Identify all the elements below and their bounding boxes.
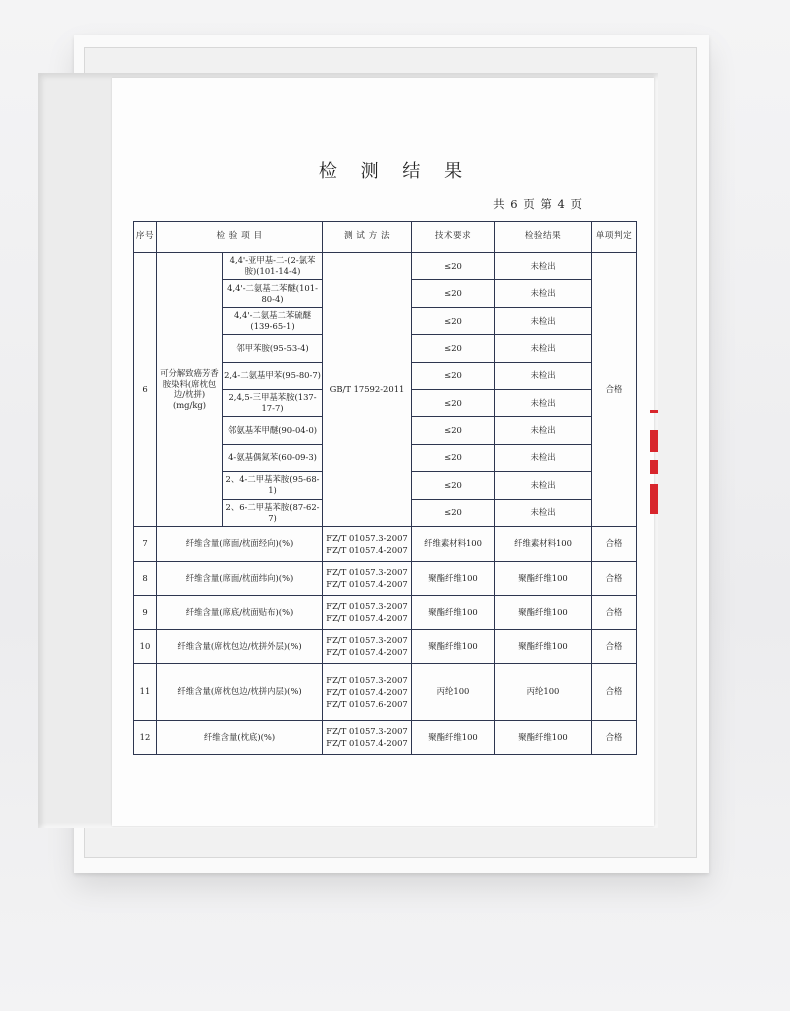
requirement-cell: 聚酯纤维100 bbox=[412, 595, 495, 629]
method-line: FZ/T 01057.3-2007 bbox=[326, 567, 408, 578]
sub-item-name: 2,4,5-三甲基苯胺(137-17-7) bbox=[223, 389, 323, 416]
table-body bbox=[134, 253, 637, 755]
sub-item-name: 4-氨基偶氮苯(60-09-3) bbox=[223, 444, 323, 471]
row-no: 8 bbox=[134, 561, 157, 595]
table-row bbox=[134, 720, 637, 754]
page-info: 共 6 页 第 4 页 bbox=[493, 197, 583, 211]
verdict-cell: 合格 bbox=[592, 720, 637, 754]
test-method bbox=[323, 663, 412, 720]
method-line: FZ/T 01057.3-2007 bbox=[326, 532, 408, 543]
sub-item-name: 4,4'-二氨基二苯硫醚(139-65-1) bbox=[223, 307, 323, 334]
red-stamp-edge bbox=[650, 410, 658, 522]
verdict-cell: 合格 bbox=[592, 595, 637, 629]
result-cell: 聚酯纤维100 bbox=[495, 629, 592, 663]
requirement-cell: ≤20 bbox=[412, 444, 495, 471]
method-line: FZ/T 01057.4-2007 bbox=[326, 647, 408, 658]
verdict-cell: 合格 bbox=[592, 629, 637, 663]
header-item: 检 验 项 目 bbox=[157, 222, 323, 253]
requirement-cell: ≤20 bbox=[412, 253, 495, 280]
test-method bbox=[323, 595, 412, 629]
header-result: 检验结果 bbox=[495, 222, 592, 253]
verdict-cell: 合格 bbox=[592, 561, 637, 595]
table-row bbox=[134, 253, 637, 280]
result-cell: 未检出 bbox=[495, 307, 592, 334]
results-table bbox=[133, 221, 637, 755]
item-name: 纤维含量(席枕包边/枕拼内层)(%) bbox=[157, 663, 323, 720]
result-cell: 未检出 bbox=[495, 280, 592, 307]
method-line: FZ/T 01057.4-2007 bbox=[326, 579, 408, 590]
requirement-cell: ≤20 bbox=[412, 417, 495, 444]
test-method bbox=[323, 629, 412, 663]
sub-item-name: 2、6-二甲基苯胺(87-62-7) bbox=[223, 499, 323, 526]
table-row bbox=[134, 526, 637, 561]
sub-item-name: 邻甲苯胺(95-53-4) bbox=[223, 335, 323, 362]
result-cell: 未检出 bbox=[495, 362, 592, 389]
item-name: 纤维含量(席面/枕面纬向)(%) bbox=[157, 561, 323, 595]
result-cell: 聚酯纤维100 bbox=[495, 595, 592, 629]
verdict-cell: 合格 bbox=[592, 526, 637, 561]
header-requirement: 技术要求 bbox=[412, 222, 495, 253]
row-no: 7 bbox=[134, 526, 157, 561]
sub-item-name: 4,4'-亚甲基-二-(2-氯苯胺)(101-14-4) bbox=[223, 253, 323, 280]
result-cell: 未检出 bbox=[495, 417, 592, 444]
requirement-cell: 丙纶100 bbox=[412, 663, 495, 720]
test-method bbox=[323, 526, 412, 561]
result-cell: 未检出 bbox=[495, 389, 592, 416]
test-method bbox=[323, 720, 412, 754]
method-line: FZ/T 01057.3-2007 bbox=[326, 635, 408, 646]
method-line: FZ/T 01057.3-2007 bbox=[326, 726, 408, 737]
sub-item-name: 4,4'-二氨基二苯醚(101-80-4) bbox=[223, 280, 323, 307]
header-verdict: 单项判定 bbox=[592, 222, 637, 253]
result-cell: 未检出 bbox=[495, 499, 592, 526]
requirement-cell: ≤20 bbox=[412, 307, 495, 334]
result-cell: 未检出 bbox=[495, 444, 592, 471]
header-no: 序号 bbox=[134, 222, 157, 253]
result-cell: 未检出 bbox=[495, 472, 592, 499]
item-name: 纤维含量(枕底)(%) bbox=[157, 720, 323, 754]
requirement-cell: 纤维素材料100 bbox=[412, 526, 495, 561]
item-name: 纤维含量(席底/枕面贴布)(%) bbox=[157, 595, 323, 629]
method-line: FZ/T 01057.4-2007 bbox=[326, 544, 408, 555]
row-no: 11 bbox=[134, 663, 157, 720]
header-method: 测 试 方 法 bbox=[323, 222, 412, 253]
requirement-cell: 聚酯纤维100 bbox=[412, 561, 495, 595]
requirement-cell: 聚酯纤维100 bbox=[412, 629, 495, 663]
test-method: GB/T 17592-2011 bbox=[323, 253, 412, 527]
item-name: 纤维含量(席面/枕面经向)(%) bbox=[157, 526, 323, 561]
method-line: FZ/T 01057.6-2007 bbox=[326, 699, 408, 709]
table-row bbox=[134, 595, 637, 629]
result-cell: 未检出 bbox=[495, 253, 592, 280]
sub-item-name: 邻氨基苯甲醚(90-04-0) bbox=[223, 417, 323, 444]
requirement-cell: ≤20 bbox=[412, 389, 495, 416]
row-no: 10 bbox=[134, 629, 157, 663]
method-line: FZ/T 01057.4-2007 bbox=[326, 613, 408, 624]
row-no: 6 bbox=[134, 253, 157, 527]
row-no: 12 bbox=[134, 720, 157, 754]
item-name: 纤维含量(席枕包边/枕拼外层)(%) bbox=[157, 629, 323, 663]
table-row bbox=[134, 561, 637, 595]
method-line: FZ/T 01057.4-2007 bbox=[326, 738, 408, 749]
requirement-cell: ≤20 bbox=[412, 499, 495, 526]
requirement-cell: 聚酯纤维100 bbox=[412, 720, 495, 754]
verdict-cell: 合格 bbox=[592, 663, 637, 720]
row-no: 9 bbox=[134, 595, 157, 629]
item-group-name: 可分解致癌芳香胺染料(席枕包边/枕拼)(mg/kg) bbox=[157, 253, 223, 527]
test-method bbox=[323, 561, 412, 595]
sub-item-name: 2,4-二氨基甲苯(95-80-7) bbox=[223, 362, 323, 389]
table-row bbox=[134, 663, 637, 720]
method-line: FZ/T 01057.3-2007 bbox=[326, 601, 408, 612]
report-title: 检 测 结 果 bbox=[318, 161, 472, 182]
method-line: FZ/T 01057.4-2007 bbox=[326, 686, 408, 697]
method-line: FZ/T 01057.3-2007 bbox=[326, 674, 408, 685]
verdict-cell: 合格 bbox=[592, 253, 637, 527]
result-cell: 未检出 bbox=[495, 335, 592, 362]
result-cell: 纤维素材料100 bbox=[495, 526, 592, 561]
table-row bbox=[134, 629, 637, 663]
requirement-cell: ≤20 bbox=[412, 335, 495, 362]
result-cell: 丙纶100 bbox=[495, 663, 592, 720]
requirement-cell: ≤20 bbox=[412, 362, 495, 389]
result-cell: 聚酯纤维100 bbox=[495, 561, 592, 595]
requirement-cell: ≤20 bbox=[412, 280, 495, 307]
requirement-cell: ≤20 bbox=[412, 472, 495, 499]
header-row bbox=[134, 222, 637, 253]
result-cell: 聚酯纤维100 bbox=[495, 720, 592, 754]
sub-item-name: 2、4-二甲基苯胺(95-68-1) bbox=[223, 472, 323, 499]
